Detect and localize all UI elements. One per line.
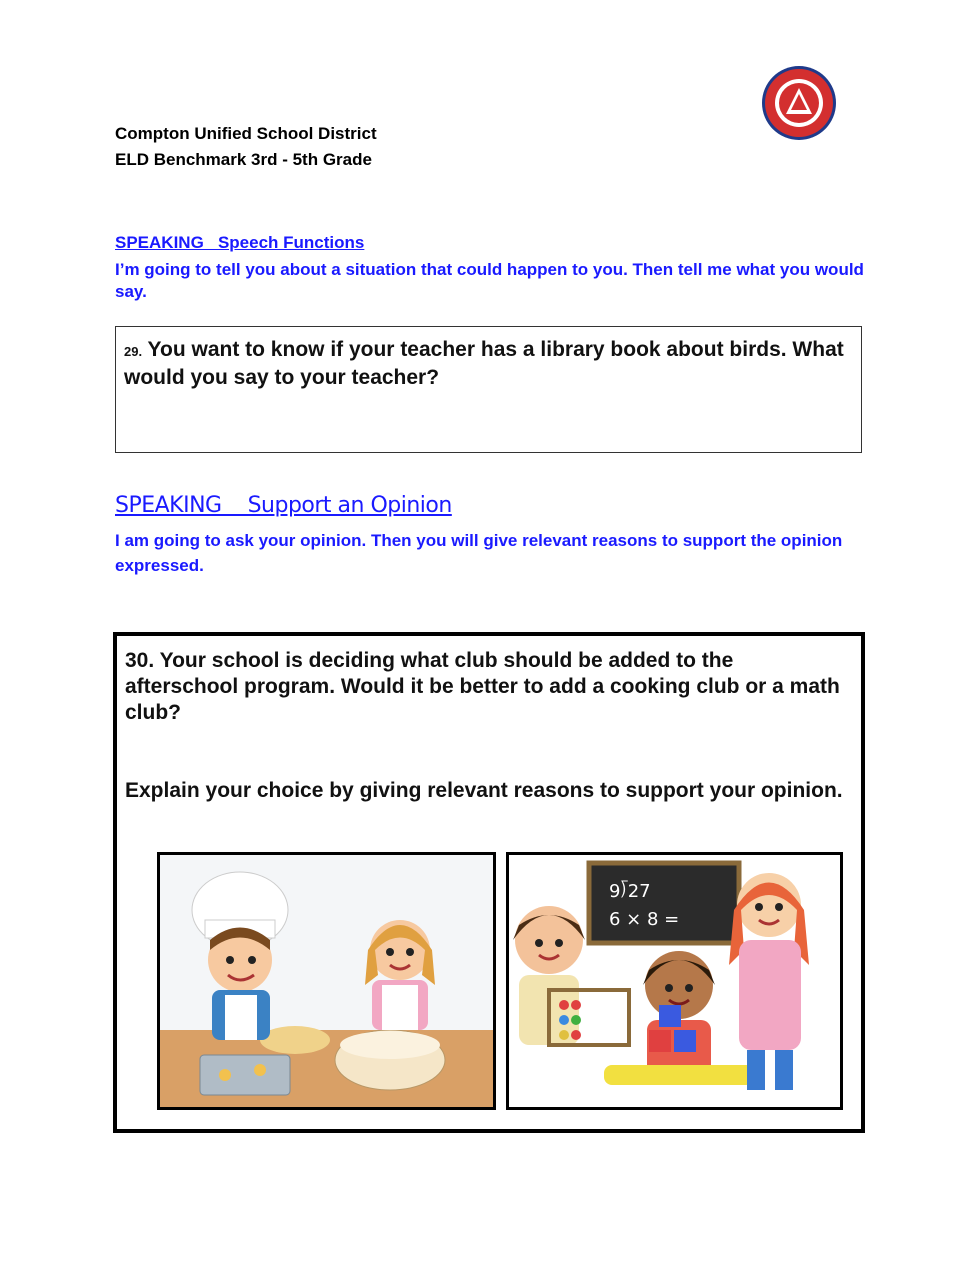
section-speech-functions-title: SPEAKING Speech Functions (115, 233, 365, 252)
chalkboard-line-2: 6 × 8 = (609, 909, 680, 930)
district-name: Compton Unified School District (115, 124, 377, 143)
section-support-opinion-description: I am going to ask your opinion. Then you will give relevant reasons to support the opinion expressed. (115, 531, 843, 575)
question-29-number: 29. (124, 344, 143, 359)
question-29-prompt: You want to know if your teacher has a library book about birds. What would you say to your teacher? (124, 338, 844, 389)
section-support-opinion-title: SPEAKING Support an Opinion (115, 493, 452, 518)
question-29-text (124, 337, 854, 391)
question-30-prompt: Explain your choice by giving relevant reasons to support your opinion. (125, 779, 843, 802)
chalkboard-line-1: 9⟌27 (609, 881, 651, 902)
math-club-image (506, 852, 843, 1110)
question-29-box (115, 326, 862, 453)
section-speech-functions-description: I’m going to tell you about a situation that could happen to you. Then tell me what you would say. (115, 260, 864, 301)
question-30-text: 30. Your school is deciding what club should be added to the afterschool program. Would it be better to add a cooking club or a math club? (125, 649, 840, 724)
district-logo (760, 64, 838, 142)
math-kids-illustration-icon (509, 855, 840, 1107)
question-30-box (113, 632, 865, 1133)
cooking-club-image (157, 852, 496, 1110)
benchmark-title: ELD Benchmark 3rd - 5th Grade (115, 150, 372, 169)
compton-usd-seal-logo-icon (760, 64, 838, 142)
cooking-kids-illustration-icon (160, 855, 493, 1107)
